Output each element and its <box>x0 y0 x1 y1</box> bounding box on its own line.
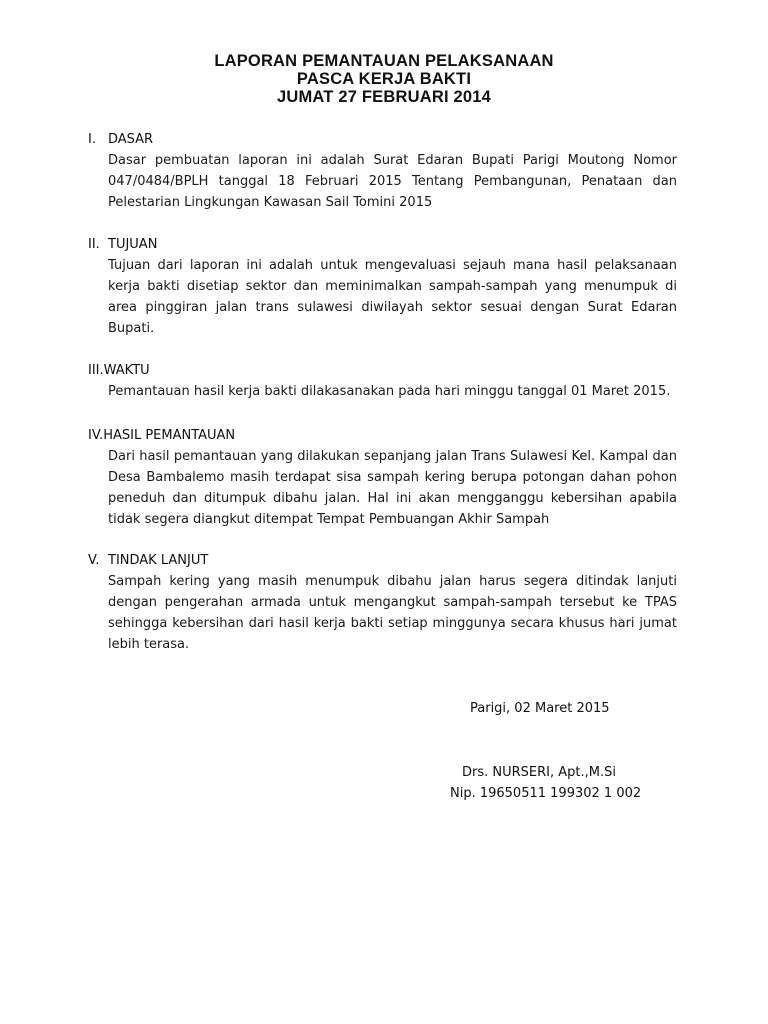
section-number: I. <box>88 132 96 147</box>
body-line: Bupati. <box>108 321 155 336</box>
section-body <box>108 381 677 402</box>
section-body <box>108 571 677 655</box>
section-title: TINDAK LANJUT <box>108 553 209 568</box>
section-dasar <box>88 130 677 213</box>
section-number: II. <box>88 237 100 252</box>
body-line: Dasar pembuatan laporan ini adalah Surat Edaran Bupati Parigi Moutong Nomor <box>108 153 677 168</box>
document-title <box>0 52 768 106</box>
section-hasil-pemantauan <box>88 426 677 530</box>
body-line: Pemantauan hasil kerja bakti dilakasanakan pada hari minggu tanggal 01 Maret 2015. <box>108 384 671 399</box>
section-heading <box>88 426 677 446</box>
body-line: sehingga kebersihan dari hasil kerja bakti setiap minggunya secara khusus hari jumat <box>108 616 677 631</box>
section-body <box>108 150 677 213</box>
title-line-3: JUMAT 27 FEBRUARI 2014 <box>276 88 492 106</box>
body-line: 047/0484/BPLH tanggal 18 Februari 2015 Tentang Pembangunan, Penataan dan <box>108 174 677 189</box>
section-heading <box>88 235 677 255</box>
section-title: TUJUAN <box>108 237 158 252</box>
section-number: V. <box>88 553 100 568</box>
body-line: area pinggiran jalan trans sulawesi diwilayah sektor sesuai dengan Surat Edaran <box>108 300 677 315</box>
section-tujuan <box>88 235 677 339</box>
body-line: kerja bakti disetiap sektor dan meminimalkan sampah-sampah yang menumpuk di <box>108 279 677 294</box>
section-title: WAKTU <box>103 363 150 378</box>
section-body <box>108 255 677 339</box>
body-line: Dari hasil pemantauan yang dilakukan sepanjang jalan Trans Sulawesi Kel. Kampal dan <box>108 449 677 464</box>
section-waktu <box>88 361 677 402</box>
section-number: III. <box>88 363 104 378</box>
signature-place-date: Parigi, 02 Maret 2015 <box>470 701 610 716</box>
body-line: dengan pengerahan armada untuk mengangkut sampah-sampah tersebut ke TPAS <box>108 595 677 610</box>
title-line-2: PASCA KERJA BAKTI <box>296 70 472 88</box>
section-body <box>108 446 677 530</box>
section-tindak-lanjut <box>88 551 677 655</box>
section-heading <box>88 551 677 571</box>
signature-name: Drs. NURSERI, Apt.,M.Si <box>462 765 616 780</box>
section-number: IV. <box>88 428 104 443</box>
body-line: lebih terasa. <box>108 637 190 652</box>
body-line: Desa Bambalemo masih terdapat sisa sampah kering berupa potongan dahan pohon <box>108 470 677 485</box>
section-title: HASIL PEMANTAUAN <box>103 428 236 443</box>
body-line: Sampah kering yang masih menumpuk dibahu jalan harus segera ditindak lanjuti <box>108 574 677 589</box>
body-line: Pelestarian Lingkungan Kawasan Sail Tomini 2015 <box>108 195 433 210</box>
section-heading <box>88 361 677 381</box>
signature-nip: Nip. 19650511 199302 1 002 <box>450 786 642 801</box>
body-line: Tujuan dari laporan ini adalah untuk mengevaluasi sejauh mana hasil pelaksanaan <box>108 258 677 273</box>
title-line-1: LAPORAN PEMANTAUAN PELAKSANAAN <box>214 52 554 70</box>
section-title: DASAR <box>108 132 154 147</box>
body-line: peneduh dan ditumpuk dibahu jalan. Hal ini akan mengganggu kebersihan apabila <box>108 491 677 506</box>
section-heading <box>88 130 677 150</box>
body-line: tidak segera diangkut ditempat Tempat Pembuangan Akhir Sampah <box>108 512 550 527</box>
